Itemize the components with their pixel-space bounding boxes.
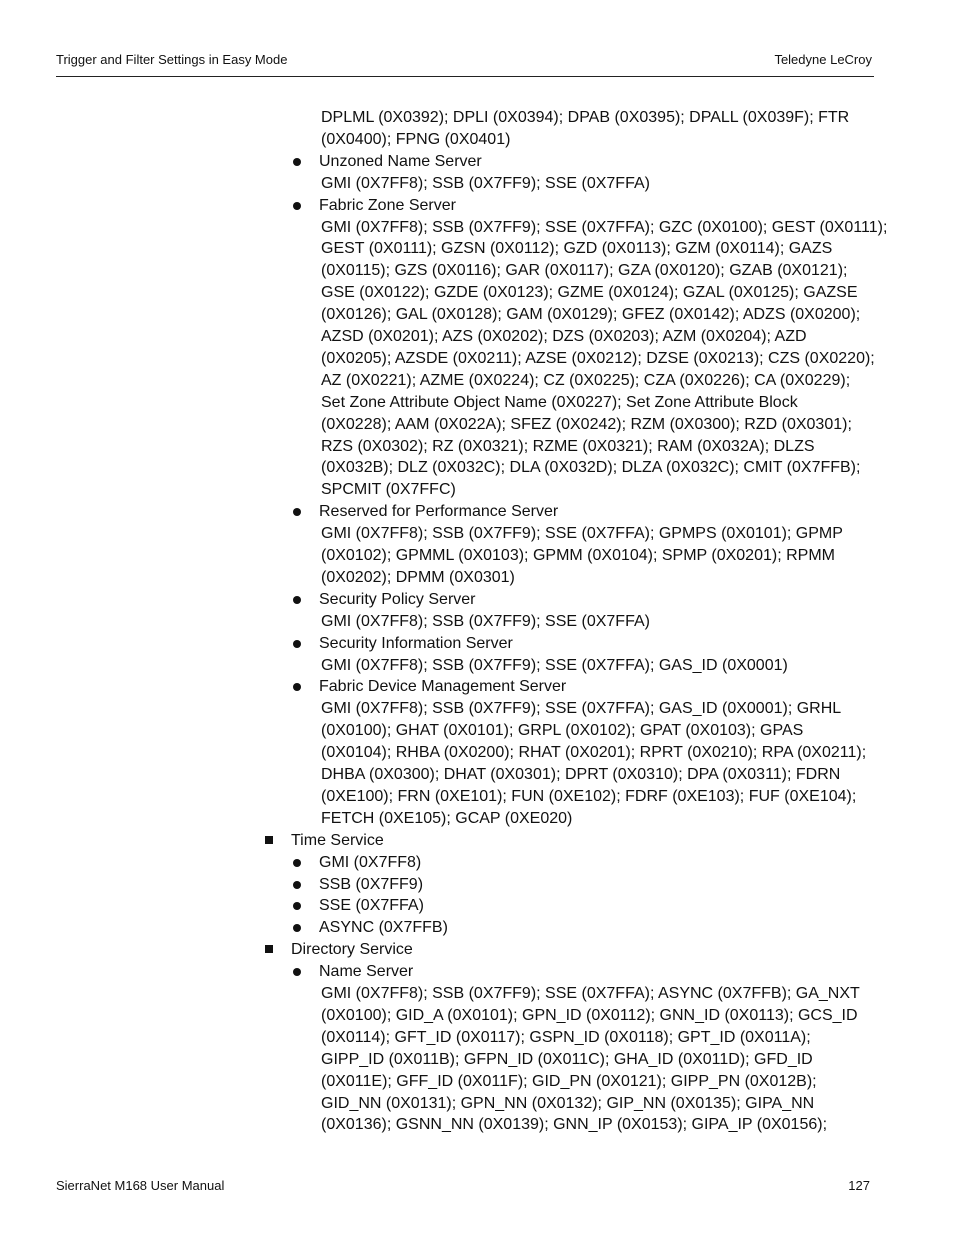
text-line [321,764,840,786]
line-text: Reserved for Performance Server [319,503,559,521]
line-text: (0X011E); GFF_ID (0X011F); GID_PN (0X0121); GIPP_PN (0X012B); [321,1072,817,1090]
text-line [321,720,803,742]
line-text: (0X032B); DLZ (0X032C); DLA (0X032D); DLZA (0X032C); CMIT (0X7FFB); [321,459,861,477]
line-text: Unzoned Name Server [319,152,482,170]
bullet-dot-icon [293,859,301,867]
header-section-title: Trigger and Filter Settings in Easy Mode [56,52,288,67]
bullet-dot-icon [293,202,301,210]
list-item [319,195,456,217]
line-text: RZS (0X0302); RZ (0X0321); RZME (0X0321); RAM (0X032A); DLZS [321,437,815,455]
bullet-dot-icon [293,508,301,516]
line-text: (0X0100); GHAT (0X0101); GRPL (0X0102); GPAT (0X0103); GPAS [321,722,804,740]
text-line [321,1114,827,1136]
text-line [321,808,572,830]
list-item [319,633,513,655]
text-line [321,129,510,151]
line-text: Set Zone Attribute Object Name (0X0227); Set Zone Attribute Block [321,393,798,411]
line-text: (0X0115); GZS (0X0116); GAR (0X0117); GZA (0X0120); GZAB (0X0121); [321,262,848,280]
line-text: (0X0400); FPNG (0X0401) [321,130,511,148]
line-text: GMI (0X7FF8) [319,853,422,871]
text-line [321,1093,814,1115]
bullet-dot-icon [293,902,301,910]
text-line [321,479,456,501]
text-line [321,217,887,239]
line-text: (0X0102); GPMML (0X0103); GPMM (0X0104); SPMP (0X0201); RPMM [321,547,835,564]
header-company: Teledyne LeCroy [774,52,872,67]
line-text: Fabric Zone Server [319,196,456,214]
text-line [321,1005,858,1027]
bullet-dot-icon [293,640,301,648]
text-line [321,1049,813,1071]
text-line [321,742,866,764]
line-text: (0X0202); DPMM (0X0301) [321,568,515,586]
text-line [321,370,850,392]
text-line [321,523,843,545]
line-text: GIPP_ID (0X011B); GFPN_ID (0X011C); GHA_ID (0X011D); GFD_ID [321,1050,813,1068]
line-text: (0XE100); FRN (0XE101); FUN (0XE102); FDRF (0XE103); FUF (0XE104); [321,787,857,805]
line-text: SSB (0X7FF9) [319,875,424,893]
text-line [321,1071,817,1093]
list-item [291,830,384,852]
text-line [321,282,858,304]
text-line [321,698,841,720]
text-line [321,392,798,414]
line-text: GMI (0X7FF8); SSB (0X7FF9); SSE (0X7FFA); GPMPS (0X0101); GPMP [321,525,843,543]
line-text: SSE (0X7FFA) [319,897,424,915]
bullet-dot-icon [293,968,301,976]
line-text: GMI (0X7FF8); SSB (0X7FF9); SSE (0X7FFA); ASYNC (0X7FFB); GA_NXT [321,985,860,1002]
text-line [321,545,835,567]
line-text: (0X0114); GFT_ID (0X0117); GSPN_ID (0X0118); GPT_ID (0X011A); [321,1028,811,1046]
line-text: DHBA (0X0300); DHAT (0X0301); DPRT (0X0310); DPA (0X0311); FDRN [321,766,841,783]
text-line [321,655,788,677]
line-text: GMI (0X7FF8); SSB (0X7FF9); SSE (0X7FFA) [321,174,650,192]
page-header [56,52,874,77]
text-line [321,304,860,326]
text-line [321,348,875,370]
list-item [319,895,424,917]
list-item [319,151,482,173]
bullet-dot-icon [293,596,301,604]
line-text: AZ (0X0221); AZME (0X0224); CZ (0X0225); CZA (0X0226); CA (0X0229); [321,371,851,389]
line-text: Directory Service [291,941,413,959]
bullet-square-icon [265,945,273,953]
line-text: Security Information Server [319,634,513,652]
list-item [319,589,476,611]
text-line [321,260,847,282]
list-item [319,676,566,698]
bullet-square-icon [265,836,273,844]
list-item [319,852,421,874]
text-line [321,1027,811,1049]
bullet-dot-icon [293,881,301,889]
line-text: Fabric Device Management Server [319,678,567,696]
line-text: FETCH (0XE105); GCAP (0XE020) [321,809,573,827]
line-text: ASYNC (0X7FFB) [319,919,448,937]
line-text: (0X0126); GAL (0X0128); GAM (0X0129); GFEZ (0X0142); ADZS (0X0200); [321,306,861,324]
text-line [321,983,860,1005]
text-line [321,457,860,479]
line-text: Name Server [319,963,414,981]
line-text: (0X0228); AAM (0X022A); SFEZ (0X0242); RZM (0X0300); RZD (0X0301); [321,415,852,433]
line-text: GMI (0X7FF8); SSB (0X7FF9); SSE (0X7FFA); GAS_ID (0X0001) [321,656,788,674]
bullet-dot-icon [293,924,301,932]
line-text: GSE (0X0122); GZDE (0X0123); GZME (0X0124); GZAL (0X0125); GAZSE [321,284,858,302]
line-text: GMI (0X7FF8); SSB (0X7FF9); SSE (0X7FFA); GZC (0X0100); GEST (0X0111); [321,218,888,236]
list-item [291,939,413,961]
text-line [321,326,807,348]
line-text: (0X0136); GSNN_NN (0X0139); GNN_IP (0X0153); GIPA_IP (0X0156); [321,1116,828,1134]
line-text: Security Policy Server [319,590,476,608]
list-item [319,874,423,896]
line-text: GMI (0X7FF8); SSB (0X7FF9); SSE (0X7FFA); GAS_ID (0X0001); GRHL [321,700,842,718]
list-item [319,961,413,983]
text-line [321,107,849,129]
page-number: 127 [848,1178,870,1193]
line-text: (0X0104); RHBA (0X0200); RHAT (0X0201); RPRT (0X0210); RPA (0X0211); [321,744,867,762]
line-text: GEST (0X0111); GZSN (0X0112); GZD (0X0113); GZM (0X0114); GAZS [321,240,833,258]
bullet-dot-icon [293,158,301,166]
list-item [319,501,558,523]
line-text: Time Service [291,831,384,849]
text-line [321,786,856,808]
list-item [319,917,448,939]
bullet-dot-icon [293,683,301,691]
text-line [321,173,650,195]
text-line [321,611,650,633]
line-text: GMI (0X7FF8); SSB (0X7FF9); SSE (0X7FFA) [321,612,650,630]
line-text: SPCMIT (0X7FFC) [321,481,456,499]
text-line [321,567,515,589]
line-text: (0X0100); GID_A (0X0101); GPN_ID (0X0112); GNN_ID (0X0113); GCS_ID [321,1006,858,1024]
text-line [321,436,815,458]
line-text: DPLML (0X0392); DPLI (0X0394); DPAB (0X0395); DPALL (0X039F); FTR [321,109,850,126]
text-line [321,414,852,436]
footer-manual-title: SierraNet M168 User Manual [56,1178,225,1193]
line-text: GID_NN (0X0131); GPN_NN (0X0132); GIP_NN (0X0135); GIPA_NN [321,1094,815,1112]
text-line [321,238,832,260]
line-text: (0X0205); AZSDE (0X0211); AZSE (0X0212); DZSE (0X0213); CZS (0X0220); [321,349,875,367]
line-text: AZSD (0X0201); AZS (0X0202); DZS (0X0203); AZM (0X0204); AZD [321,328,807,345]
